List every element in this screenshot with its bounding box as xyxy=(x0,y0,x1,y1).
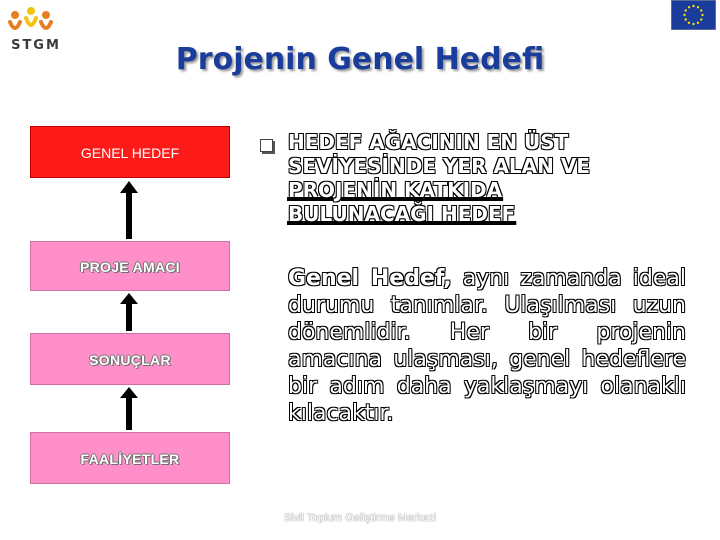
heading-line: HEDEF AĞACININ EN ÜST xyxy=(288,130,569,154)
heading-line: BULUNACAĞI HEDEF xyxy=(288,202,516,226)
up-arrow-icon xyxy=(116,179,142,241)
box-faaliyetler: FAALİYETLER xyxy=(30,432,230,484)
logo-text: STGM xyxy=(11,38,61,53)
box-genel-hedef: GENEL HEDEF xyxy=(30,126,230,178)
eu-flag-icon xyxy=(671,0,716,30)
paragraph-bold-term: Genel Hedef, xyxy=(288,266,452,291)
description-paragraph xyxy=(288,265,686,427)
box-sonuclar: SONUÇLAR xyxy=(30,333,230,385)
up-arrow-icon xyxy=(116,385,142,432)
paragraph-body: aynı zamanda ideal durumu tanımlar. Ulaşılması uzun dönemlidir. Her bir projenin amacına ulaşması, genel hedeflere bir adım daha yaklaşmayı olanaklı kılacaktır. xyxy=(288,266,686,426)
heading-line: PROJENİN KATKIDA xyxy=(288,178,503,202)
up-arrow-icon xyxy=(116,291,142,333)
page-title: Projenin Genel Hedefi xyxy=(175,42,545,77)
square-bullet-icon xyxy=(260,139,273,152)
footer-text: Sivil Toplum Geliştirme Merkezi xyxy=(283,512,437,524)
heading-line: SEVİYESİNDE YER ALAN VE xyxy=(288,154,590,178)
stgm-people-logo-icon xyxy=(6,6,66,38)
box-proje-amaci: PROJE AMACI xyxy=(30,241,230,291)
heading-text xyxy=(288,130,648,226)
